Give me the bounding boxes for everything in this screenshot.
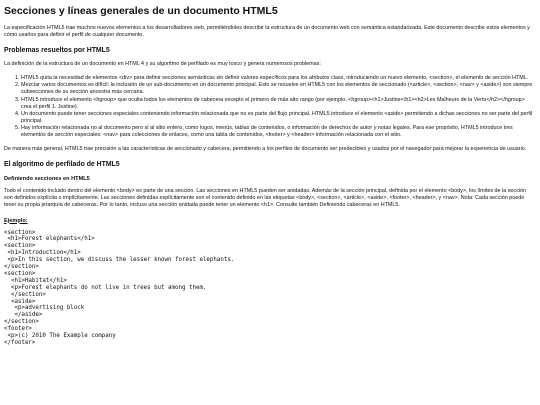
intro-paragraph: La especificación HTML5 trae muchos nuevos elementos a los desarrolladores web, permitiéndoles describir la estructura de un documento web con semántica estandarizada. Este documento describe estos elementos y cómo usarlos para definir el perfil de cualquier documento. (4, 25, 530, 39)
list-item: 3. HTML5 introduce el elemento <hgroup> que oculta todos los elementos de cabecera excepto el primero de más alto rango (por ejemplo, <hgroup><h1>Justine</h1><h2>Les Malheurs de la Vertu</h2></hgroup> crea el perfil 1. Justine). (21, 97, 536, 111)
subsection-heading-defining: Definiendo secciones en HTML5 (4, 176, 90, 183)
section-heading-algorithm: El algoritmo de perfilado de HTML5 (4, 161, 120, 169)
problems-list (4, 75, 536, 139)
list-item: 1. HTML5 quita la necesidad de elementos <div> para definir secciones semánticas sin definir valores específicos para los atributos class, introduciendo un nuevo elemento, <section>, el elemento de sección HTML. (21, 75, 536, 82)
page-title: Secciones y líneas generales de un documento HTML5 (4, 5, 278, 17)
list-item: 5. Hay información relacionada no al documento pero sí al sitio entero, como logos, menús, tablas de contenidos, o información de derechos de autor y notas legales. Para ese propósito, HTML5 introduce tres elementos de sección especiales: <nav> para colecciones de enlaces, como una tabla de contenidos, <footer> y <header> información relacionada con el sitio. (21, 125, 536, 139)
code-example: <section> <h1>Forest elephants</h1> <section> <h1>Introduction</h1> <p>In this section, we discuss the lesser known forest elephants. </section> <section> <h1>Habitat</h1> <p>Forest elephants do not live in trees but among them. </section> <aside> <p>advertising block </aside> </section> <footer> <p>(c) 2010 The Example company </footer> (4, 229, 235, 346)
list-item: 2. Mezclar varios documentos es difícil: la inclusión de un sub-documento en un documento principal. Esto se resuelve en HTML5 con los elementos de seccionado (<article>, <section>, <nav> y <aside>) son siempre subsecciones de su sección ancestra más cercana. (21, 82, 536, 96)
example-label: Ejemplo: (4, 217, 28, 224)
list-item: 4. Un documento puede tener secciones especiales conteniendo información relacionada que no es parte del flujo principal. HTML5 introduce el elemento <aside> permitiendo a dichas secciones no ser parte del perfil principal. (21, 111, 536, 125)
problems-paragraph: La definición de la estructura de un documento en HTML 4 y su algoritmo de perfilado es muy tosco y genera numerosos problemas: (4, 61, 321, 68)
defining-paragraph: Todo el contenido incluido dentro del elemento <body> es parte de una sección. Las secciones en HTML5 pueden ser anidadas. Además de la sección principal, definida por el elemento <body>, los límites de la sección son definidos explícita o implícitamente. Las secciones definidas explícitamente son el contenido definido en las etiquetas <body>, <section>, <article>, <aside>, <footer>, <header>, y <nav>. Nota: Cada sección puede tener su propia jerarquía de cabeceras. Por lo tanto, incluso una sección anidada puede tener un elemento <h1>. Consulte también Definiendo cabeceras en HTML5. (4, 188, 527, 209)
section-heading-problems: Problemas resueltos por HTML5 (4, 47, 110, 55)
closing-paragraph: De manera más general, HTML5 trae precisión a las características de seccionado y cabecera, permitiendo a los perfiles de documento ser predecibles y usados por el navegador para mejorar la experiencia de usuario. (4, 146, 527, 153)
